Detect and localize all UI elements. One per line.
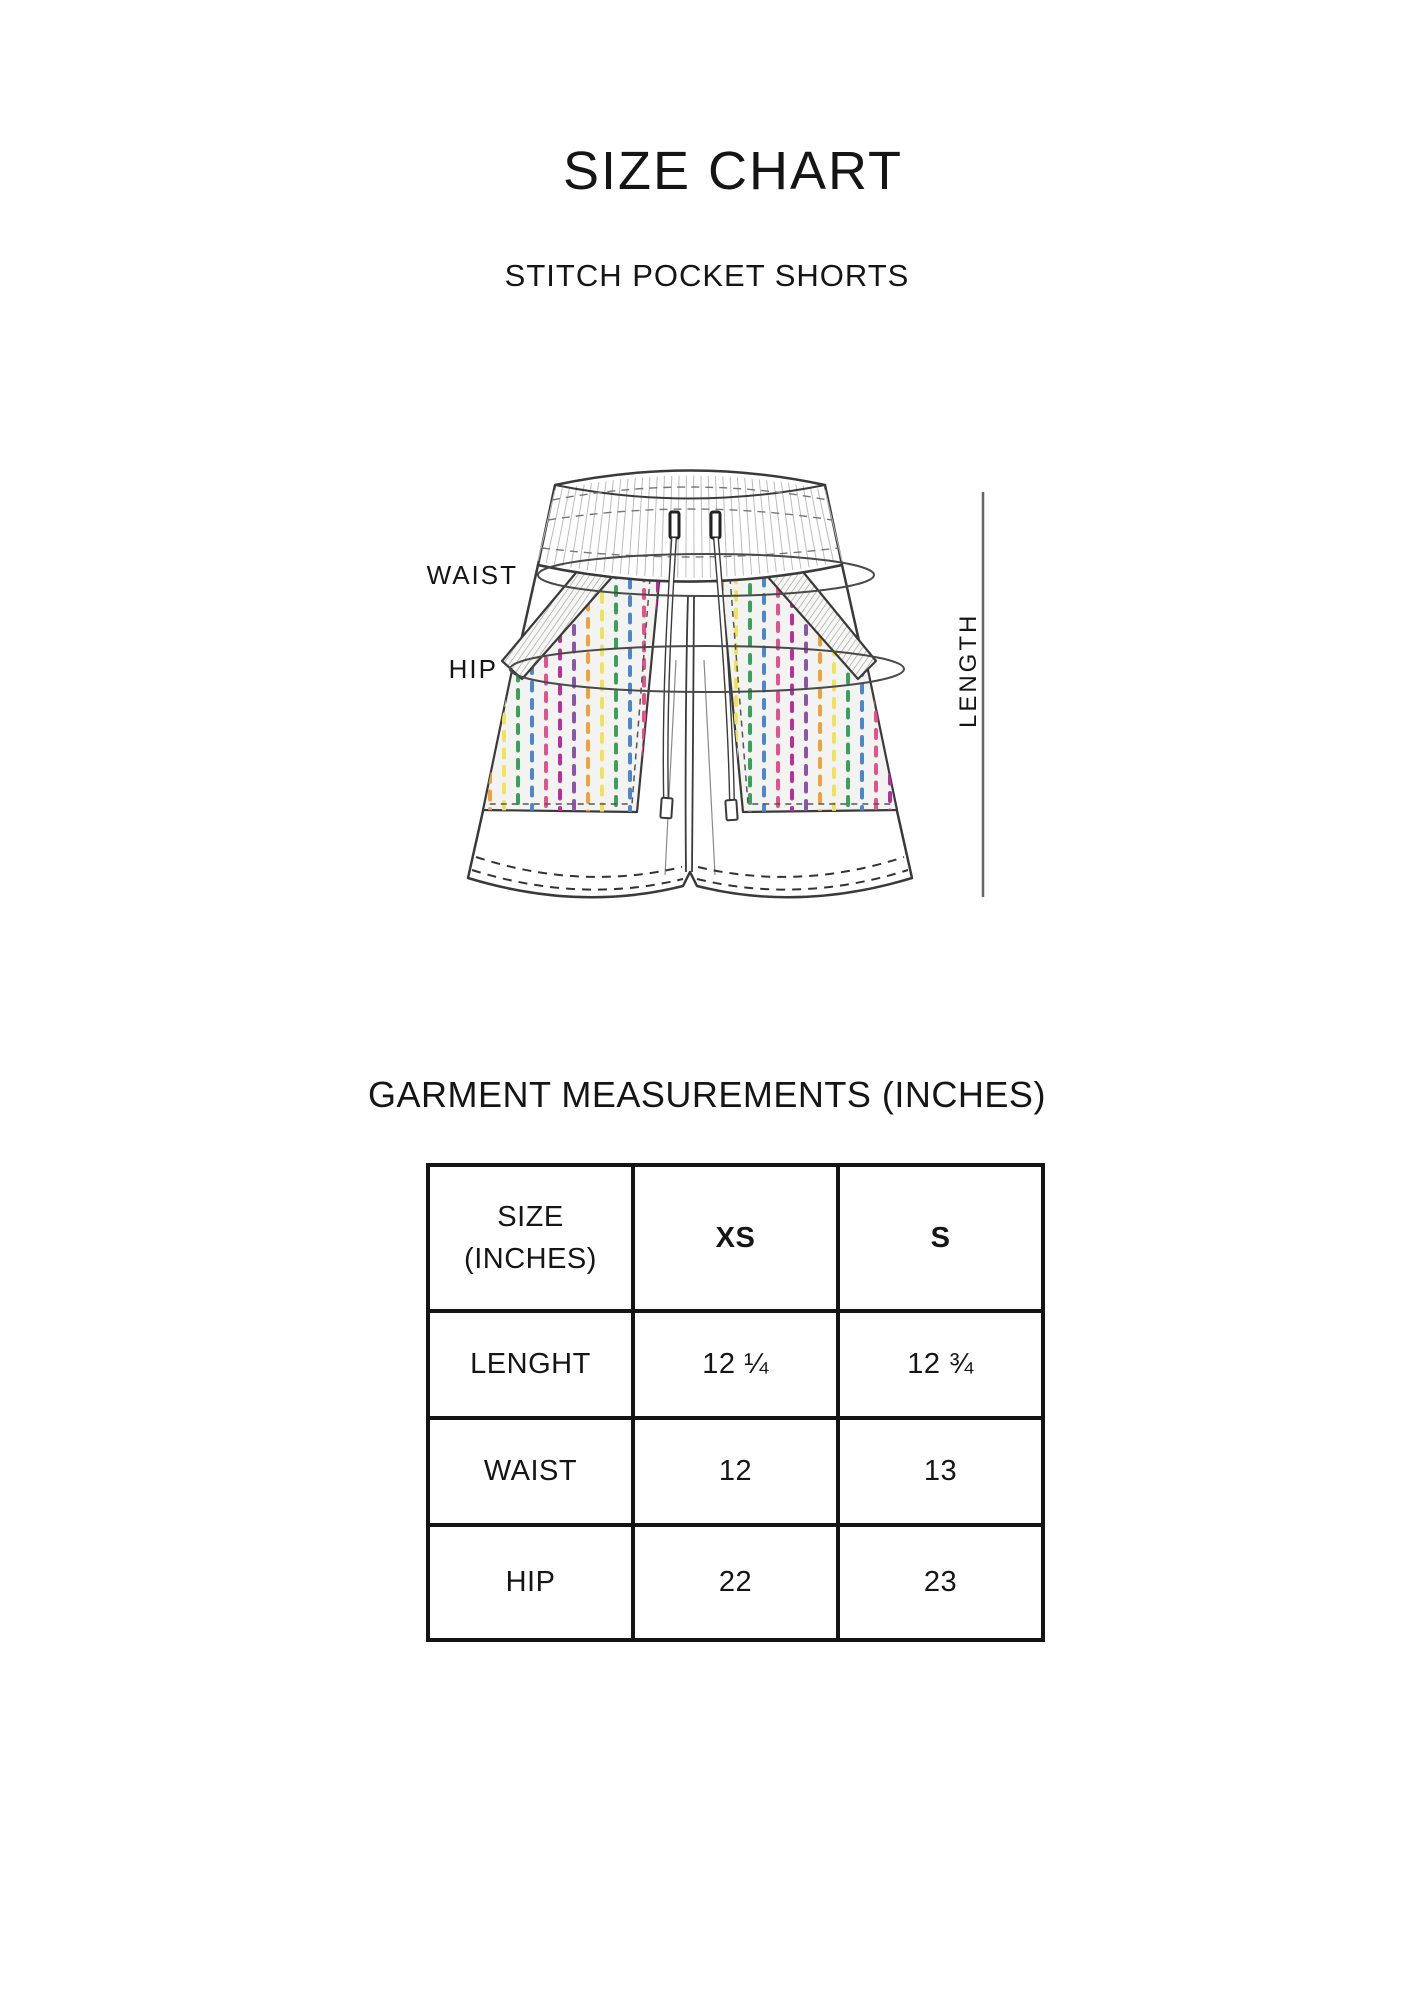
waist-s-value: 13: [838, 1418, 1043, 1525]
table-row-hip: [428, 1525, 1043, 1640]
waist-label: WAIST: [426, 560, 518, 590]
garment-measurements-table: [426, 1163, 1045, 1642]
measurements-heading: GARMENT MEASUREMENTS (INCHES): [368, 1074, 1046, 1115]
eyelet-left: [670, 512, 679, 538]
row-label-length: LENGHT: [428, 1311, 633, 1418]
length-label: LENGTH: [955, 612, 982, 728]
pocket-right: [720, 562, 897, 818]
page-title: SIZE CHART: [562, 141, 904, 201]
table-row-length: [428, 1311, 1043, 1418]
shorts-technical-drawing: [380, 360, 1000, 920]
waist-xs-value: 12: [633, 1418, 838, 1525]
col-header-xs: XS: [633, 1165, 838, 1311]
product-name: STITCH POCKET SHORTS: [504, 258, 910, 293]
table-header-row: [428, 1165, 1043, 1311]
hip-xs-value: 22: [633, 1525, 838, 1640]
col-header-s: S: [838, 1165, 1043, 1311]
aglet-right: [725, 800, 737, 821]
shorts-flat-sketch: [380, 360, 1000, 920]
row-label-hip: HIP: [428, 1525, 633, 1640]
length-xs-value: 12 ¼: [633, 1311, 838, 1418]
hip-s-value: 23: [838, 1525, 1043, 1640]
waistband: [538, 471, 842, 582]
length-s-value: 12 ¾: [838, 1311, 1043, 1418]
row-label-waist: WAIST: [428, 1418, 633, 1525]
col-header-size-inches: SIZE (INCHES): [428, 1165, 633, 1311]
table-row-waist: [428, 1418, 1043, 1525]
aglet-left: [660, 798, 672, 819]
hip-label: HIP: [448, 654, 498, 684]
eyelet-right: [711, 512, 720, 538]
